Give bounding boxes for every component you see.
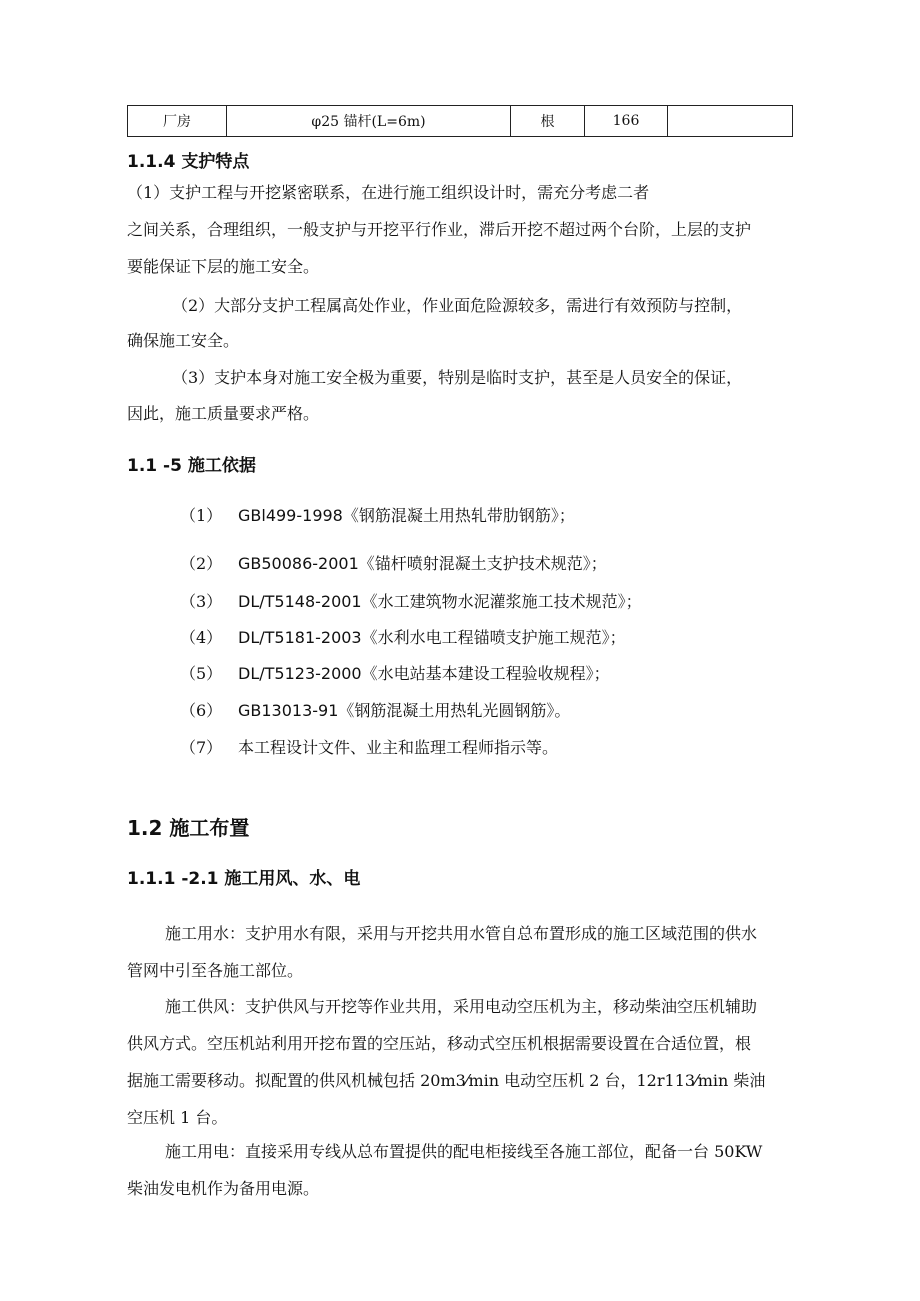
reference-number: （6）: [180, 701, 223, 720]
reference-item: [180, 661, 610, 684]
reference-text: GB13013-91《钢筋混凝土用热轧光圆钢筋》。: [238, 701, 571, 720]
reference-item: [180, 625, 626, 648]
paragraph-1-line3: 要能保证下层的施工安全。: [127, 257, 320, 276]
table-cell-quantity: 166: [585, 106, 668, 137]
reference-text: 本工程设计文件、业主和监理工程师指示等。: [238, 738, 559, 757]
paragraph-3-line1: （3）支护本身对施工安全极为重要，特别是临时支护，甚至是人员安全的保证，: [172, 368, 743, 387]
paragraph-2-line2: 确保施工安全。: [127, 331, 240, 350]
reference-text: DL/T5123-2000《水电站基本建设工程验收规程》；: [238, 664, 610, 683]
heading-1-1-4: 1.1.4 支护特点: [127, 152, 250, 172]
paragraph-1-line1: （1）支护工程与开挖紧密联系，在进行施工组织设计时，需充分考虑二者: [127, 183, 650, 202]
reference-item: [180, 589, 642, 612]
reference-number: （5）: [180, 664, 223, 683]
table-row: [128, 106, 793, 137]
power-paragraph-line1: 施工用电：直接采用专线从总布置提供的配电柜接线至各施工部位，配备一台 50KW: [165, 1142, 763, 1161]
power-paragraph-line2: 柴油发电机作为备用电源。: [127, 1179, 320, 1198]
air-paragraph-line4: 空压机 1 台。: [127, 1108, 228, 1127]
reference-number: （2）: [180, 554, 223, 573]
reference-number: （3）: [180, 592, 223, 611]
water-paragraph-line1: 施工用水：支护用水有限，采用与开挖共用水管自总布置形成的施工区域范围的供水: [165, 924, 758, 943]
water-paragraph-line2: 管网中引至各施工部位。: [127, 961, 304, 980]
heading-1-2: 1.2 施工布置: [127, 816, 250, 840]
reference-number: （7）: [180, 738, 223, 757]
reference-number: （4）: [180, 628, 223, 647]
reference-item: [180, 551, 607, 574]
reference-text: GBl499-1998《钢筋混凝土用热轧带肋钢筋》；: [238, 506, 575, 525]
paragraph-2-line1: （2）大部分支护工程属高处作业，作业面危险源较多，需进行有效预防与控制，: [172, 296, 743, 315]
materials-table: [127, 105, 793, 137]
reference-item: [180, 698, 570, 721]
reference-text: GB50086-2001《锚杆喷射混凝土支护技术规范》；: [238, 554, 607, 573]
paragraph-3-line2: 因此，施工质量要求严格。: [127, 404, 320, 423]
reference-item: [180, 503, 575, 526]
reference-number: （1）: [180, 506, 223, 525]
heading-1-1-5: 1.1 -5 施工依据: [127, 456, 256, 476]
table-cell-unit: 根: [511, 106, 585, 137]
table-cell-remark: [668, 106, 793, 137]
table-cell-location: 厂房: [128, 106, 227, 137]
air-paragraph-line2: 供风方式。空压机站利用开挖布置的空压站，移动式空压机根据需要设置在合适位置，根: [127, 1034, 752, 1053]
air-paragraph-line1: 施工供风：支护供风与开挖等作业共用，采用电动空压机为主，移动柴油空压机辅助: [165, 997, 758, 1016]
table-cell-item: φ25 锚杆(L=6m): [227, 106, 511, 137]
paragraph-1-line2: 之间关系，合理组织，一般支护与开挖平行作业，滞后开挖不超过两个台阶，上层的支护: [127, 220, 752, 239]
reference-item: [180, 735, 558, 758]
reference-text: DL/T5148-2001《水工建筑物水泥灌浆施工技术规范》；: [238, 592, 642, 611]
reference-text: DL/T5181-2003《水利水电工程锚喷支护施工规范》；: [238, 628, 626, 647]
air-paragraph-line3: 据施工需要移动。拟配置的供风机械包括 20m3⁄min 电动空压机 2 台，12r113⁄min 柴油: [127, 1071, 766, 1090]
heading-1-1-1-2-1: 1.1.1 -2.1 施工用风、水、电: [127, 869, 361, 889]
